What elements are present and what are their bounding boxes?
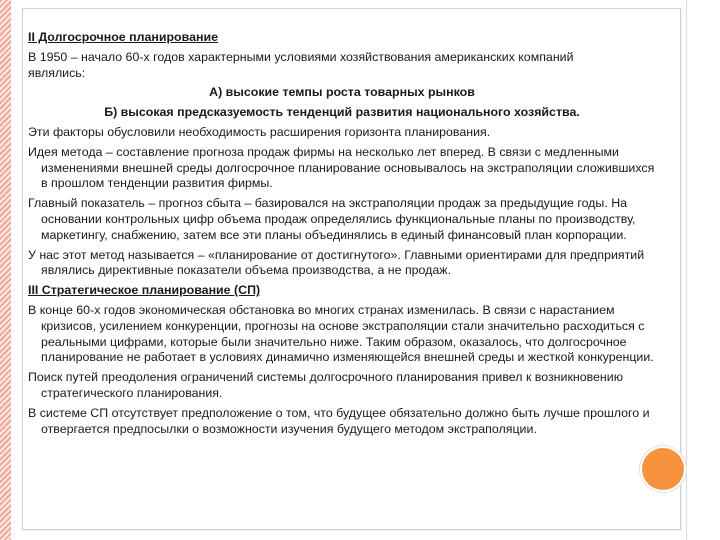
- search-paragraph: Поиск путей преодоления ограничений системы долгосрочного планирования привел к возникновению стратегического планирования.: [28, 370, 623, 400]
- point-a: А) высокие темпы роста товарных рынков: [209, 85, 475, 100]
- point-b: Б) высокая предсказуемость тенденций развития национального хозяйства.: [104, 105, 580, 120]
- decorative-orange-circle: [642, 448, 684, 490]
- intro-line-1: В 1950 – начало 60-х годов характерными условиями хозяйствования американских компаний: [28, 49, 574, 64]
- factors-paragraph: Эти факторы обусловили необходимость расширения горизонта планирования.: [28, 124, 491, 139]
- method-idea-paragraph: Идея метода – составление прогноза продаж фирмы на несколько лет вперед. В связи с медленными изменениями внешней среды долгосрочное планирование основывалось на экстраполяции сложившихся в прошлом тенденции развития фирмы.: [28, 144, 655, 191]
- slide-content: [28, 28, 656, 441]
- decorative-left-border: [0, 0, 11, 540]
- intro-paragraph: [28, 50, 656, 82]
- context-paragraph: В конце 60-х годов экономическая обстановка во многих странах изменилась. В связи с нарастанием кризисов, усилением конкуренции, прогнозы на основе экстраполяции стали значительно расходиться с реальными цифрами, которые были значительно ниже. Таким образом, оказалось, что долгосрочное планирование не работает в условиях динамично изменяющейся внешней среды и жесткой конкуренции.: [28, 302, 654, 365]
- section-heading-strategic-planning: III Стратегическое планирование (СП): [28, 283, 261, 298]
- method-name-paragraph: У нас этот метод называется – «планирование от достигнутого». Главными ориентирами для предприятий являлись директивные показатели объема производства, а не продаж.: [28, 247, 645, 278]
- absence-paragraph: В системе СП отсутствует предположение о том, что будущее обязательно должно быть лучше прошлого и отвергается предпосылки о возможности изучения будущего методом экстраполяции.: [28, 405, 650, 436]
- intro-line-2: являлись:: [28, 65, 86, 80]
- section-heading-long-term-planning: II Долгосрочное планирование: [28, 30, 218, 44]
- decorative-vertical-line: [686, 0, 687, 540]
- main-indicator-paragraph: Главный показатель – прогноз сбыта – базировался на экстраполяции продаж за предыдущие годы. На основании контрольных цифр объема продаж определялись функциональные планы по производству, маркетингу, снабжению, затем все эти планы объединялись в единый финансовый план корпорации.: [28, 196, 636, 242]
